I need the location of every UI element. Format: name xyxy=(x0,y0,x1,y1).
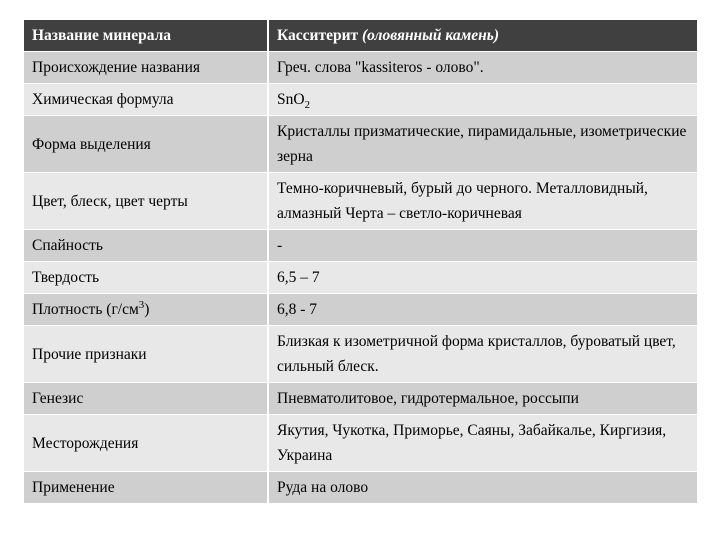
density-label: Плотность (г/см xyxy=(32,301,139,318)
table-row-name-origin xyxy=(24,52,697,84)
row-value: Темно-коричневый, бурый до черного. Металловидный, алмазный Черта – светло-коричневая xyxy=(268,173,697,230)
row-value: 6,8 - 7 xyxy=(268,294,697,326)
row-value: Кристаллы призматические, пирамидальные, изометрические зерна xyxy=(268,116,697,173)
table-row-hardness xyxy=(24,262,697,294)
row-label: Прочие признаки xyxy=(24,326,268,383)
chemical-formula xyxy=(268,84,697,116)
row-label: Цвет, блеск, цвет черты xyxy=(24,173,268,230)
row-value: Руда на олово xyxy=(268,472,697,504)
header-label: Название минерала xyxy=(32,27,172,44)
row-label: Спайность xyxy=(24,230,268,262)
row-label: Твердость xyxy=(24,262,268,294)
row-value: Близкая к изометричной форма кристаллов, буроватый цвет, сильный блеск. xyxy=(268,326,697,383)
header-value-cell xyxy=(268,20,697,52)
table-row-genesis xyxy=(24,383,697,415)
table-row-habit xyxy=(24,116,697,173)
table-row-density xyxy=(24,294,697,326)
row-label: Генезис xyxy=(24,383,268,415)
row-label: Химическая формула xyxy=(24,84,268,116)
table-row-cleavage xyxy=(24,230,697,262)
row-label: Месторождения xyxy=(24,415,268,472)
density-unit-superscript: 3 xyxy=(138,298,145,311)
row-label: Применение xyxy=(24,472,268,504)
formula-element-o: O xyxy=(293,91,305,108)
row-label xyxy=(24,294,268,326)
table-header-row xyxy=(24,20,697,52)
row-label: Происхождение названия xyxy=(24,52,268,84)
table-row-deposits xyxy=(24,415,697,472)
formula-element-sn: Sn xyxy=(277,91,294,108)
table-row-application xyxy=(24,472,697,504)
row-value: Греч. слова "kassiteros - олово". xyxy=(268,52,697,84)
mineral-properties-table xyxy=(24,19,697,504)
row-label: Форма выделения xyxy=(24,116,268,173)
mineral-alt-name: (оловянный камень) xyxy=(362,27,499,44)
row-value: - xyxy=(268,230,697,262)
row-value: Якутия, Чукотка, Приморье, Саяны, Забайкалье, Киргизия, Украина xyxy=(268,415,697,472)
header-label-cell xyxy=(24,20,268,52)
density-label-end: ) xyxy=(144,301,150,318)
table-row-other xyxy=(24,326,697,383)
formula-subscript: 2 xyxy=(304,99,310,112)
row-value: 6,5 – 7 xyxy=(268,262,697,294)
row-value: Пневматолитовое, гидротермальное, россыпи xyxy=(268,383,697,415)
table-row-color xyxy=(24,173,697,230)
table-row-formula xyxy=(24,84,697,116)
mineral-name: Касситерит xyxy=(277,27,359,44)
